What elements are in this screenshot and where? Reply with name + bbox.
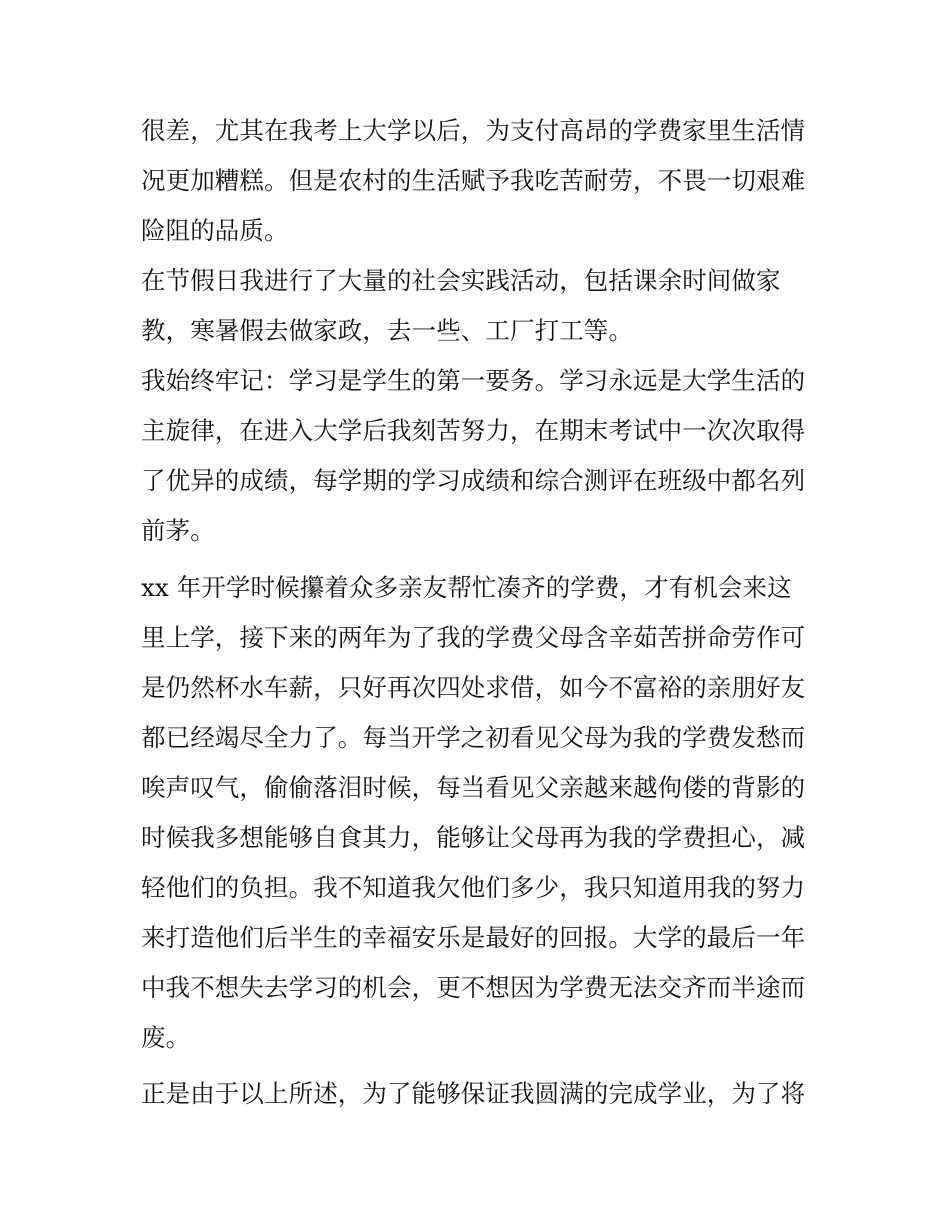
text-line: 险阻的品质。 (141, 216, 289, 245)
text-line: 来打造他们后半生的幸福安乐是最好的回报。大学的最后一年 (141, 923, 806, 952)
text-line: 在节假日我进行了大量的社会实践活动，包括课余时间做家 (141, 266, 781, 295)
text-line: 是仍然杯水车薪，只好再次四处求借，如今不富裕的亲朋好友 (141, 673, 806, 702)
text-line: 了优异的成绩，每学期的学习成绩和综合测评在班级中都名列 (141, 466, 806, 495)
text-line: 主旋律，在进入大学后我刻苦努力，在期末考试中一次次取得 (141, 416, 806, 445)
text-line: 教，寒暑假去做家政，去一些、工厂打工等。 (141, 316, 633, 345)
text-line: 我始终牢记：学习是学生的第一要务。学习永远是大学生活的 (141, 366, 806, 395)
text-line: 况更加糟糕。但是农村的生活赋予我吃苦耐劳，不畏一切艰难 (141, 166, 806, 195)
text-line: 中我不想失去学习的机会，更不想因为学费无法交齐而半途而 (141, 973, 806, 1002)
text-line: 都已经竭尽全力了。每当开学之初看见父母为我的学费发愁而 (141, 723, 806, 752)
text-line: 废。 (141, 1023, 191, 1052)
text-line: 里上学，接下来的两年为了我的学费父母含辛茹苦拼命劳作可 (141, 623, 806, 652)
text-line: 时候我多想能够自食其力，能够让父母再为我的学费担心，减 (141, 823, 806, 852)
text-line: 很差，尤其在我考上大学以后，为支付高昂的学费家里生活情 (141, 116, 806, 145)
text-line: 轻他们的负担。我不知道我欠他们多少，我只知道用我的努力 (141, 873, 806, 902)
text-line: 唉声叹气，偷偷落泪时候，每当看见父亲越来越佝偻的背影的 (141, 773, 806, 802)
text-line: 前茅。 (141, 516, 215, 545)
text-line: 正是由于以上所述，为了能够保证我圆满的完成学业，为了将 (141, 1079, 806, 1108)
text-line: xx 年开学时候攥着众多亲友帮忙凑齐的学费，才有机会来这 (141, 573, 792, 602)
